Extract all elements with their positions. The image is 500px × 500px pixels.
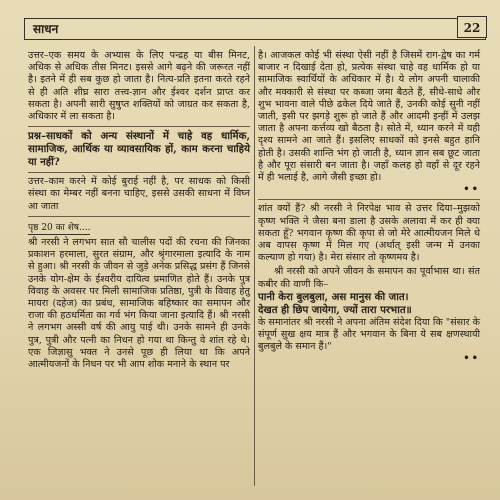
end-mark: •• bbox=[463, 353, 480, 365]
separator bbox=[258, 199, 480, 200]
separator bbox=[28, 172, 250, 173]
answer-1: उत्तर–एक समय के अभ्यास के लिए पन्द्रह या बीस मिनट, अधिक से अधिक तीस मिनट। इससे आगे बढ़ने की जरूरत नहीं है। इतने में ही सब कुछ हो जाता है। नित्य-प्रति इतना करते रहने से ही अति शीघ्र सारा तत्त्व-ज्ञान और ईश्वर दर्शन प्राप्त कर सकता है। अपनी सारी सुषुप्त शक्तियों को जाग्रत कर सकता है, अधिकार में ला सकता है। bbox=[28, 50, 250, 123]
separator bbox=[28, 216, 250, 217]
story-paragraph: श्री नरसी ने लगभग सात सौ चालीस पदों की रचना की जिनका प्रकाशन हरमाला, सुरत संग्राम, और श्रृंगारमाला इत्यादि के नाम से हुआ। श्री नरसी के जीवन से जुड़े अनेक प्रसिद्ध प्रसंग हैं जिनसे उनके योग-क्षेम के ईश्वरीय दायित्व प्रमाणित होते हैं। उनके पुत्र विवाह के अवसर पर मिली सामाजिक प्रतिष्ठा, पुत्री के विवाह हेतु मायरा (दहेज) का प्रबंध, सामाजिक बहिष्कार का समापन और राजा की हठधर्मिता का गर्व भंग किया जाना इत्यादि हैं। श्री नरसी ने लगभग अस्सी वर्ष की आयु पाई थी। उनके सामने ही उनके पुत्र, पुत्री और पत्नी का निधन हो गया था किन्तु वे शांत रहे थे। एक जिज्ञासु भक्त ने उनसे पूछ ही लिया था कि अपने आत्मीयजनों के निधन पर भी आप शोक मनाने के स्थान पर bbox=[28, 237, 250, 371]
section-title: साधन bbox=[33, 22, 59, 36]
right-column bbox=[258, 50, 480, 366]
left-column bbox=[28, 50, 250, 371]
question-2: प्रश्न–साधकों को अन्य संस्थानों में चाहे वह धार्मिक, सामाजिक, आर्थिक या व्यावसायिक हों, काम करना चाहिये या नहीं? bbox=[28, 130, 250, 169]
story-continued: शांत क्यों हैं? श्री नरसी ने निरपेक्ष भाव से उत्तर दिया–मुझको कृष्ण भक्ति ने जैसा बना डाला है उसके अलावा में कर ही क्या सकता हूँ? भगवान कृष्ण की कृपा से जो मेरे आत्मीयजन मिले थे अब वापस कृष्ण में मिल गए (अर्थात् इसी जन्म में उनका कल्याण हो गया) है। मेरा संसार तो कृष्णमय है। bbox=[258, 203, 480, 264]
end-mark: •• bbox=[463, 184, 480, 196]
answer-2: उत्तर–काम करने में कोई बुराई नहीं है, पर साधक को किसी संस्था का मेम्बर नहीं बनना चाहिए, इससे उसकी साधना में विघ्न आ जाता bbox=[28, 176, 250, 212]
answer-2-continued: है। आजकल कोई भी संस्था ऐसी नहीं है जिसमें राग-द्वेष का गर्म बाजार न दिखाई देता हो, प्रत्येक संस्था चाहे वह धार्मिक हो या सामाजिक स्वार्थियों के अधिकार में है। ये लोग अपनी चालाकी और मक्कारी से संस्था पर कब्जा जमा बैठते हैं, सीधे-साधे और शुभ भावना वाले पीछे ढकेल दिये जाते हैं, उनकी कोई सुनी नहीं जाती, इसी पर झगड़े शुरू हो जाते हैं और आदमी इन्हीं में उलझ जाता है अपना कर्त्तव्य खो बैठता है। सोते में, ध्यान करने में यही दृश्य सामने आ जाते हैं। इसलिए साधकों को इनसे बहुत हानि होती है। उसकी शान्ति भंग हो जाती है, ध्यान ज्ञान सब छूट जाता है और पूरा संसारी बन जाता है। जहाँ कलह हो वहाँ से दूर रहने में ही भलाई है, आगे जैसी इच्छा हो। bbox=[258, 50, 480, 184]
paragraph-3: के समानांतर श्री नरसी ने अपना अंतिम संदेश दिया कि "संसार के संपूर्ण सुख क्षय मात्र हैं और भगवान के बिना ये सब क्षणस्थायी बुलबुले के समान हैं।" bbox=[258, 316, 480, 353]
paragraph-2: श्री नरसी को अपने जीवन के समापन का पूर्वाभास था। संत कबीर की वाणी कि– bbox=[258, 266, 480, 290]
page-number: 22 bbox=[457, 16, 487, 38]
doha-line-1: पानी केरा बुलबुला, अस मानुस की जात। bbox=[258, 290, 409, 303]
continued-from-label: पृष्ठ 20 का शेष.... bbox=[28, 222, 90, 235]
column-divider bbox=[254, 46, 255, 486]
separator bbox=[28, 126, 250, 127]
page-header bbox=[24, 18, 486, 40]
doha-line-2: देखत ही छिप जायेगा, ज्यों तारा परभात॥ bbox=[258, 303, 412, 316]
